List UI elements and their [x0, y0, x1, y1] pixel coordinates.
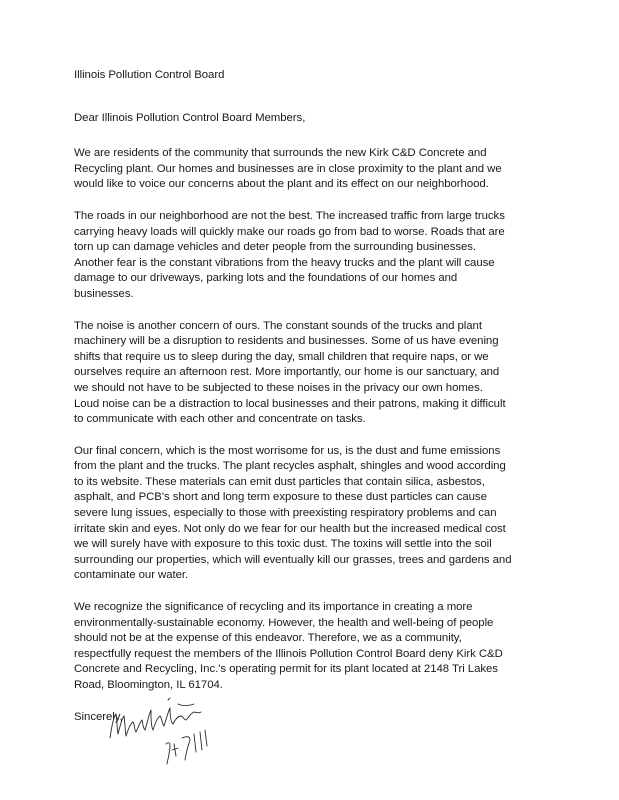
- signature-scribble: [108, 694, 238, 774]
- paragraph-line: The noise is another concern of ours. The constant sounds of the trucks and plant: [74, 319, 482, 332]
- handwritten-signature: [108, 694, 238, 774]
- paragraph-line: Our final concern, which is the most worrisome for us, is the dust and fume emissions: [74, 444, 501, 457]
- salutation: Dear Illinois Pollution Control Board Members,: [74, 111, 306, 124]
- paragraph-noise: [74, 319, 564, 428]
- paragraph-line: machinery will be a disruption to residents and businesses. Some of us have evening: [74, 335, 499, 348]
- closing: Sincerely,: [74, 710, 123, 723]
- paragraph-line: Recycling plant. Our homes and businesses are in close proximity to the plant and we: [74, 162, 502, 175]
- paragraph-line: respectfully request the members of the Illinois Pollution Control Board deny Kirk C&D: [74, 647, 503, 660]
- paragraph-line: from the plant and the trucks. The plant recycles asphalt, shingles and wood according: [74, 460, 506, 473]
- paragraph-line: Another fear is the constant vibrations from the heavy trucks and the plant will cause: [74, 256, 495, 269]
- paragraph-line: damage to our driveways, parking lots and the foundations of our homes and: [74, 272, 458, 285]
- paragraph-roads: [74, 209, 564, 303]
- paragraph-line: surrounding our properties, which will eventually kill our grasses, trees and gardens and: [74, 553, 512, 566]
- paragraph-intro: [74, 146, 564, 193]
- paragraph-line: severe lung issues, especially to those with preexisting respiratory problems and can: [74, 507, 497, 520]
- paragraph-line: to its website. These materials can emit dust particles that contain silica, asbestos,: [74, 475, 485, 488]
- paragraph-line: carrying heavy loads will quickly make our roads go from bad to worse. Roads that are: [74, 225, 505, 238]
- paragraph-line: Loud noise can be a distraction to local businesses and their patrons, making it difficult: [74, 397, 506, 410]
- paragraph-line: irritate skin and eyes. Not only do we fear for our health but the increased medical cost: [74, 522, 506, 535]
- paragraph-line: Concrete and Recycling, Inc.'s operating permit for its plant located at 2148 Tri Lakes: [74, 663, 498, 676]
- letter-body: [74, 68, 564, 725]
- paragraph-line: torn up can damage vehicles and deter people from the surrounding businesses.: [74, 241, 477, 254]
- paragraph-request: [74, 600, 564, 694]
- paragraph-line: we should not have to be subjected to these noises in the privacy our own homes.: [74, 381, 483, 394]
- paragraph-emissions: [74, 444, 564, 584]
- paragraph-line: The roads in our neighborhood are not the best. The increased traffic from large trucks: [74, 209, 505, 222]
- recipient-line: Illinois Pollution Control Board: [74, 69, 225, 81]
- paragraph-line: asphalt, and PCB's short and long term exposure to these dust particles can cause: [74, 491, 487, 504]
- paragraph-line: should not be at the expense of this endeavor. Therefore, we as a community,: [74, 632, 462, 645]
- paragraph-line: businesses.: [74, 287, 134, 300]
- paragraph-line: We recognize the significance of recycling and its importance in creating a more: [74, 601, 473, 614]
- paragraph-line: environmentally-sustainable economy. However, the health and well-being of people: [74, 616, 494, 629]
- paragraph-line: We are residents of the community that surrounds the new Kirk C&D Concrete and: [74, 147, 487, 160]
- paragraph-line: ourselves require an afternoon rest. More importantly, our home is our sanctuary, and: [74, 366, 500, 379]
- paragraph-line: to communicate with each other and concentrate on tasks.: [74, 413, 366, 426]
- paragraph-line: shifts that require us to sleep during the day, small children that require naps, or we: [74, 350, 489, 363]
- paragraph-line: we will surely have with exposure to this toxic dust. The toxins will settle into the soil: [74, 538, 492, 551]
- paragraph-line: contaminate our water.: [74, 569, 189, 582]
- paragraph-line: Road, Bloomington, IL 61704.: [74, 679, 223, 691]
- paragraph-line: would like to voice our concerns about the plant and its effect on our neighborhood.: [74, 178, 489, 191]
